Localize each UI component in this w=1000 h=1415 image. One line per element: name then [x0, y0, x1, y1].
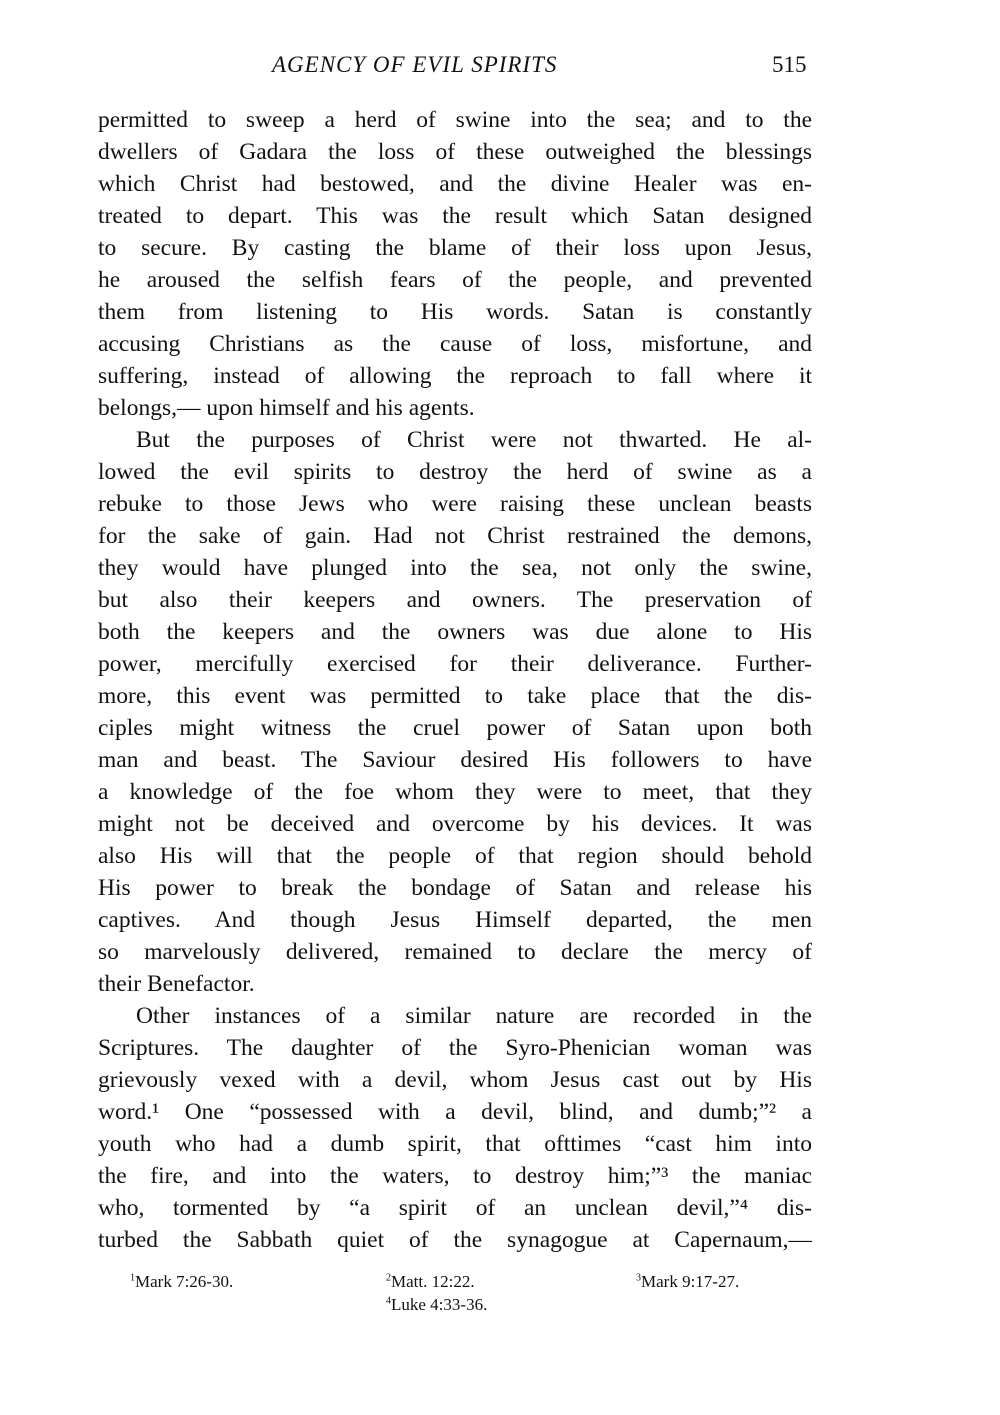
text-line: permitted to sweep a herd of swine into the sea; and to the [98, 107, 812, 133]
text-line: Scriptures. The daughter of the Syro-Phenician woman was [98, 1035, 812, 1061]
footnote-text: Matt. 12:22. [391, 1272, 475, 1291]
footnote-3 [636, 1272, 739, 1292]
text-line: captives. And though Jesus Himself departed, the men [98, 907, 812, 933]
text-line: lowed the evil spirits to destroy the herd of swine as a [98, 459, 812, 485]
text-line: they would have plunged into the sea, not only the swine, [98, 555, 812, 581]
text-line: both the keepers and the owners was due alone to His [98, 619, 812, 645]
text-line: accusing Christians as the cause of loss, misfortune, and [98, 331, 812, 357]
text-line: might not be deceived and overcome by his devices. It was [98, 811, 812, 837]
text-line: His power to break the bondage of Satan and release his [98, 875, 812, 901]
text-line: who, tormented by “a spirit of an unclean devil,”⁴ dis- [98, 1195, 812, 1221]
text-line: grievously vexed with a devil, whom Jesus cast out by His [98, 1067, 812, 1093]
footnote-text: Luke 4:33-36. [391, 1295, 488, 1314]
text-line: dwellers of Gadara the loss of these outweighed the blessings [98, 139, 812, 165]
footnote-text: Mark 7:26-30. [135, 1272, 234, 1291]
text-line: for the sake of gain. Had not Christ restrained the demons, [98, 523, 812, 549]
footnote-mark: 4 [386, 1295, 391, 1307]
text-line: more, this event was permitted to take place that the dis- [98, 683, 812, 709]
footnote-text: Mark 9:17-27. [641, 1272, 740, 1291]
text-line: which Christ had bestowed, and the divine Healer was en- [98, 171, 812, 197]
text-line: word.¹ One “possessed with a devil, blind, and dumb;”² a [98, 1099, 812, 1125]
body-text [98, 104, 812, 1256]
running-header [0, 52, 1000, 86]
text-line: power, mercifully exercised for their deliverance. Further- [98, 651, 812, 677]
text-line: ciples might witness the cruel power of Satan upon both [98, 715, 812, 741]
page-number: 515 [772, 52, 807, 77]
text-line: turbed the Sabbath quiet of the synagogue at Capernaum,— [98, 1227, 812, 1253]
footnote-mark: 2 [386, 1272, 391, 1284]
text-line: rebuke to those Jews who were raising these unclean beasts [98, 491, 812, 517]
footnote-1 [130, 1272, 233, 1292]
text-line: suffering, instead of allowing the reproach to fall where it [98, 363, 812, 389]
text-line: to secure. By casting the blame of their loss upon Jesus, [98, 235, 812, 261]
text-line: but also their keepers and owners. The preservation of [98, 587, 812, 613]
footnote-4 [386, 1295, 487, 1315]
text-line: man and beast. The Saviour desired His followers to have [98, 747, 812, 773]
footnote-mark: 3 [636, 1272, 641, 1284]
text-line: youth who had a dumb spirit, that ofttimes “cast him into [98, 1131, 812, 1157]
text-line: Other instances of a similar nature are recorded in the [136, 1003, 812, 1029]
footnote-2 [386, 1272, 475, 1292]
text-line: he aroused the selfish fears of the people, and prevented [98, 267, 812, 293]
text-line: treated to depart. This was the result which Satan designed [98, 203, 812, 229]
text-line: their Benefactor. [98, 971, 255, 997]
text-line: the fire, and into the waters, to destroy him;”³ the maniac [98, 1163, 812, 1189]
text-line: so marvelously delivered, remained to declare the mercy of [98, 939, 812, 965]
text-line: them from listening to His words. Satan is constantly [98, 299, 812, 325]
chapter-title: AGENCY OF EVIL SPIRITS [272, 52, 558, 77]
text-line: But the purposes of Christ were not thwarted. He al- [136, 427, 812, 453]
text-line: belongs,— upon himself and his agents. [98, 395, 475, 421]
text-line: a knowledge of the foe whom they were to meet, that they [98, 779, 812, 805]
text-line: also His will that the people of that region should behold [98, 843, 812, 869]
footnote-mark: 1 [130, 1272, 135, 1284]
